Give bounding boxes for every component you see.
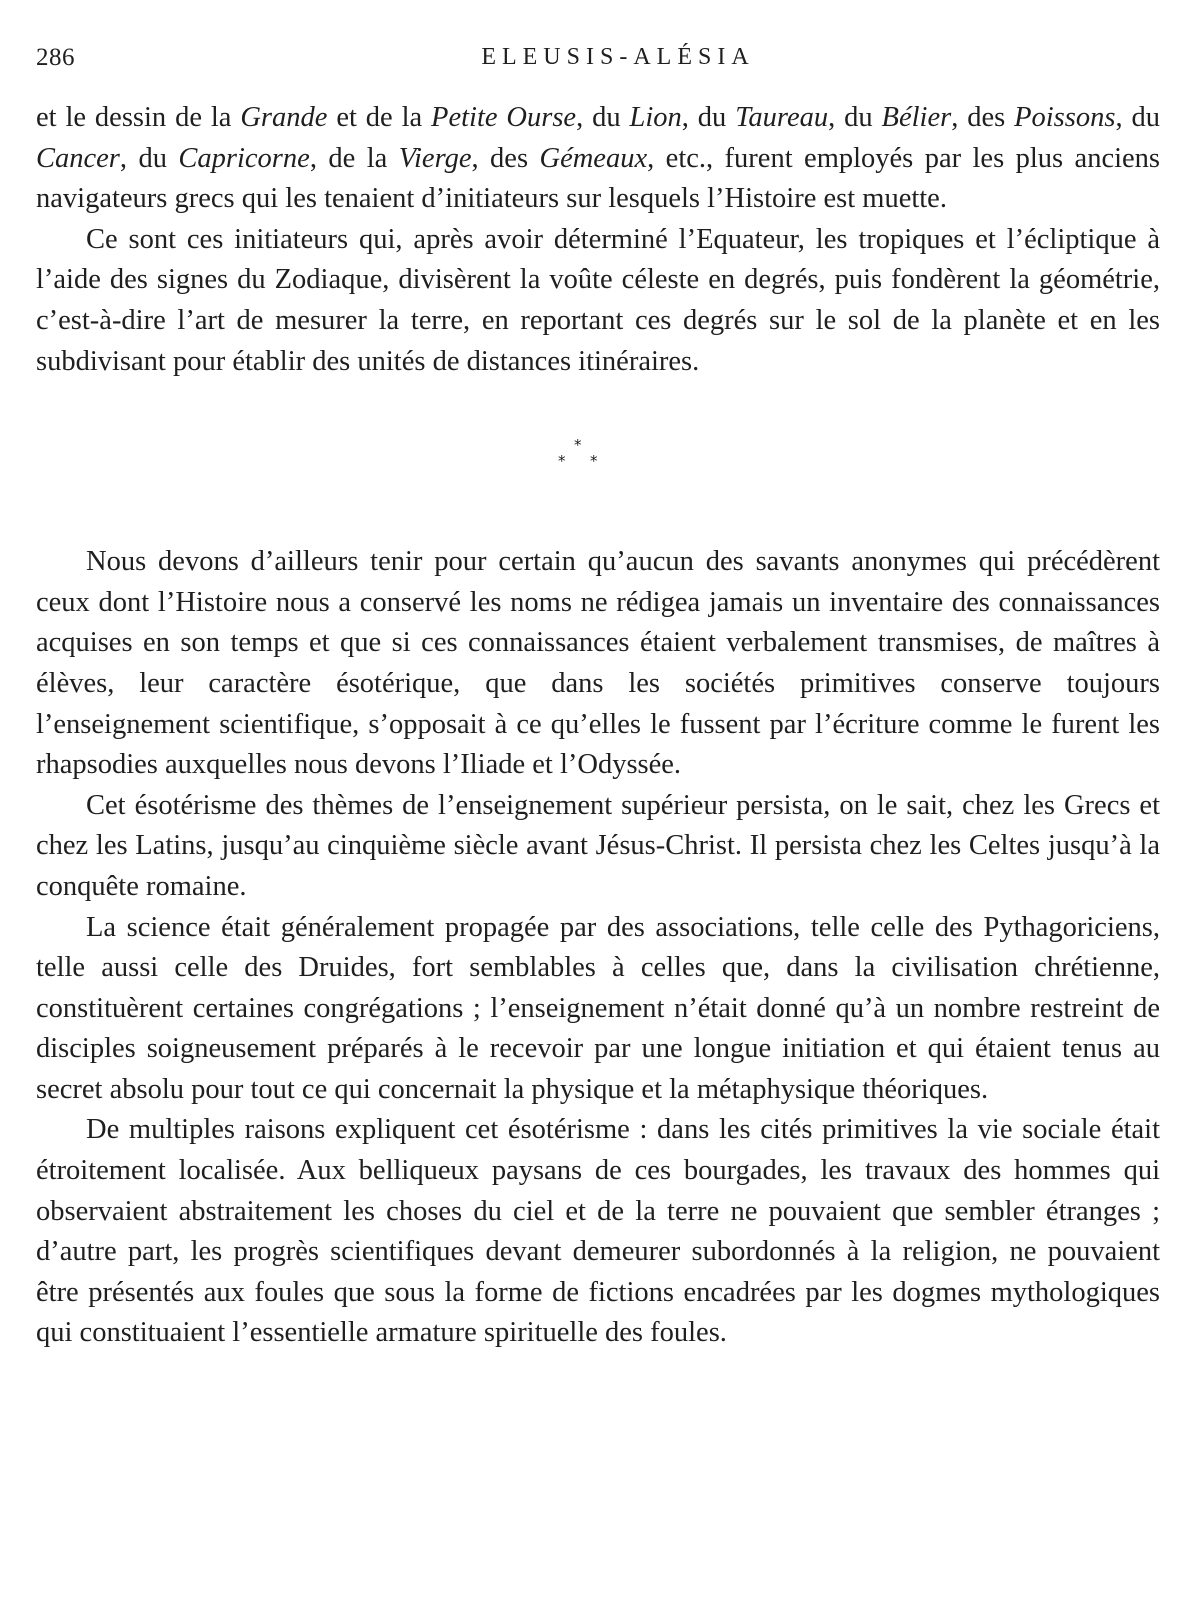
running-head — [36, 44, 1160, 84]
text-run: , du — [681, 102, 736, 133]
section-break — [36, 382, 1160, 542]
text-run: , des — [471, 142, 540, 174]
paragraph-initiators: Ce sont ces initiateurs qui, après avoir déterminé l’Equateur, les tropiques et l’écliptique à l’aide des signes du Zodiaque, divisèrent la voûte céleste en degrés, puis fondèrent la géométrie, c’est-à-dire l’art de mesurer la terre, en reportant ces degrés sur le sol de la planète et en les subdivisant pour établir des unités de distances itinéraires. — [36, 223, 1160, 377]
text-run: , du — [828, 102, 882, 133]
body-text — [36, 98, 1160, 1354]
text-run: , du — [1115, 102, 1160, 133]
asterism-ornament — [556, 438, 602, 478]
italic-term: Cancer — [36, 142, 120, 174]
italic-term: Grande — [240, 102, 328, 133]
italic-term: Vierge — [398, 142, 472, 174]
text-run: , du — [119, 142, 179, 174]
paragraph-esoterism-persisted: Cet ésotérisme des thèmes de l’enseignement supérieur persista, on le sait, chez les Grecs et chez les Latins, jusqu’au cinquième siècle avant Jésus-Christ. Il persista chez les Celtes jusqu’à la conquête romaine. — [36, 789, 1160, 902]
text-run: , etc., furent employés par les plus anciens navigateurs grecs qui les tenaient d’initiateurs sur lesquels l’Histoire est muette. — [36, 142, 1161, 215]
book-title: ELEUSIS-ALÉSIA — [481, 44, 755, 70]
text-run: , de la — [309, 142, 399, 174]
asterisk-icon: * — [590, 452, 598, 471]
italic-term: Petite Ourse — [431, 102, 577, 133]
asterisk-icon: * — [574, 436, 582, 455]
italic-term: Bélier — [881, 102, 952, 133]
paragraph-anonymous-savants: Nous devons d’ailleurs tenir pour certain qu’aucun des savants anonymes qui précédèrent ceux dont l’Histoire nous a conservé les noms ne rédigea jamais un inventaire des connaissances acquises en son temps et que si ces connaissances étaient verbalement transmises, de maîtres à élèves, leur caractère ésotérique, que dans les sociétés primitives conserve toujours l’enseignement scientifique, s’opposait à ce qu’elles le fussent par l’écriture comme le furent les rhapsodies auxquelles nous devons l’Iliade et l’Odyssée. — [36, 546, 1160, 781]
book-page — [36, 0, 1160, 1617]
italic-term: Poissons — [1014, 102, 1116, 133]
paragraph-constellations — [36, 98, 1160, 220]
italic-term: Gémeaux — [539, 142, 648, 174]
text-run: et le dessin de la — [36, 102, 241, 133]
asterisk-icon: * — [558, 452, 566, 471]
paragraph-associations: La science était généralement propagée par des associations, telle celle des Pythagoriciens, telle aussi celle des Druides, fort semblables à celles que, dans la civilisation chrétienne, constituèrent certaines congrégations ; l’enseignement n’était donné qu’à un nombre restreint de disciples soigneusement préparés à le recevoir par une longue initiation et qui étaient tenus au secret absolu pour tout ce qui concernait la physique et la métaphysique théoriques. — [36, 911, 1160, 1105]
page-number: 286 — [36, 44, 75, 71]
italic-term: Taureau — [735, 102, 829, 133]
text-run: et de la — [327, 102, 432, 133]
text-run: , du — [576, 102, 630, 133]
paragraph-reasons: De multiples raisons expliquent cet ésotérisme : dans les cités primitives la vie sociale était étroitement localisée. Aux belliqueux paysans de ces bourgades, les travaux des hommes qui observaient abstraitement les choses du ciel et de la terre ne pouvaient que sembler étranges ; d’autre part, les progrès scientifiques devant demeurer subordonnés à la religion, ne pouvaient être présentés aux foules que sous la forme de fictions encadrées par les dogmes mythologiques qui constituaient l’essentielle armature spirituelle des foules. — [36, 1114, 1160, 1349]
italic-term: Lion — [629, 102, 682, 133]
text-run: , des — [951, 102, 1015, 133]
italic-term: Capricorne — [178, 142, 310, 174]
